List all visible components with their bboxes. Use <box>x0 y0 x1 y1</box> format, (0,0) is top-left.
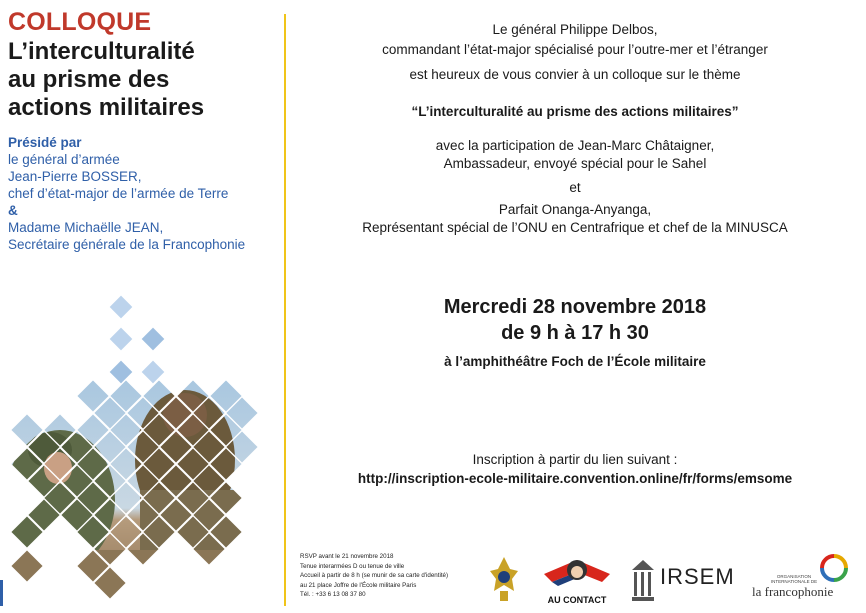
au-contact-label: AU CONTACT <box>547 595 607 605</box>
francophonie-logo <box>752 554 852 604</box>
theme: “L’interculturalité au prisme des actions militaires” <box>411 104 739 119</box>
participation-line-3: Parfait Onanga-Anyanga, <box>498 202 652 217</box>
presided-by <box>8 134 245 253</box>
photo-mosaic <box>0 290 284 613</box>
rsvp-line: au 21 place Joffre de l'École militaire Paris <box>300 581 417 589</box>
colloque-label: COLLOQUE <box>8 8 152 36</box>
au-contact-logo <box>542 556 612 604</box>
francophonie-small-label: ORGANISATION INTERNATIONALE DE <box>770 574 818 584</box>
rsvp-line: Tenue interarmées D ou tenue de ville <box>300 562 405 570</box>
presided-line: Secrétaire générale de la Francophonie <box>8 237 246 252</box>
decorative-diamonds <box>110 296 165 384</box>
rsvp-block <box>300 552 448 600</box>
invite-line-2: commandant l’état-major spécialisé pour l’outre-mer et l’étranger <box>382 42 768 57</box>
irsem-building-icon <box>632 560 654 602</box>
and-text: et <box>569 180 581 195</box>
presided-line: Madame Michaëlle JEAN, <box>8 220 164 235</box>
participation-line-1: avec la participation de Jean-Marc Châtaigner, <box>435 138 715 153</box>
military-insignia-logo <box>488 555 520 603</box>
rsvp-line: Tél. : +33 6 13 08 37 80 <box>300 591 366 598</box>
registration-link[interactable]: http://inscription-ecole-militaire.convention.online/fr/forms/emsome <box>357 471 793 486</box>
presided-line: Jean-Pierre BOSSER, <box>8 169 142 184</box>
event-title-line: L’interculturalité <box>8 38 195 65</box>
rsvp-line: Accueil à partir de 8 h (se munir de sa carte d'identité) <box>300 572 449 579</box>
event-time: de 9 h à 17 h 30 <box>501 322 649 344</box>
au-contact-emblem <box>542 556 612 590</box>
left-panel <box>0 0 284 613</box>
francophonie-label: la francophonie <box>752 584 834 599</box>
presided-line: & <box>8 203 18 218</box>
event-place: à l’amphithéâtre Foch de l’École militaire <box>444 354 706 369</box>
participation-line-2: Ambassadeur, envoyé spécial pour le Sahel <box>443 156 707 171</box>
registration-label: Inscription à partir du lien suivant : <box>472 452 678 467</box>
francophonie-ring-icon <box>820 554 848 582</box>
event-title <box>8 38 204 122</box>
irsem-logo <box>632 558 735 604</box>
event-date: Mercredi 28 novembre 2018 <box>443 296 707 318</box>
event-title-line: au prisme des <box>8 66 170 93</box>
presided-line: Présidé par <box>8 135 82 150</box>
invite-line-1: Le général Philippe Delbos, <box>492 22 658 37</box>
soldiers-photo <box>0 380 284 613</box>
presided-line: le général d’armée <box>8 152 120 167</box>
irsem-label: IRSEM <box>660 564 735 589</box>
rsvp-line: RSVP avant le 21 novembre 2018 <box>300 553 394 560</box>
presided-line: chef d’état-major de l’armée de Terre <box>8 186 229 201</box>
event-title-line: actions militaires <box>8 94 205 121</box>
left-edge-mark <box>0 580 3 606</box>
invite-line-3: est heureux de vous convier à un colloque sur le thème <box>409 67 741 82</box>
participation-line-4: Représentant spécial de l’ONU en Centrafrique et chef de la MINUSCA <box>362 220 788 235</box>
yellow-divider <box>284 14 286 606</box>
